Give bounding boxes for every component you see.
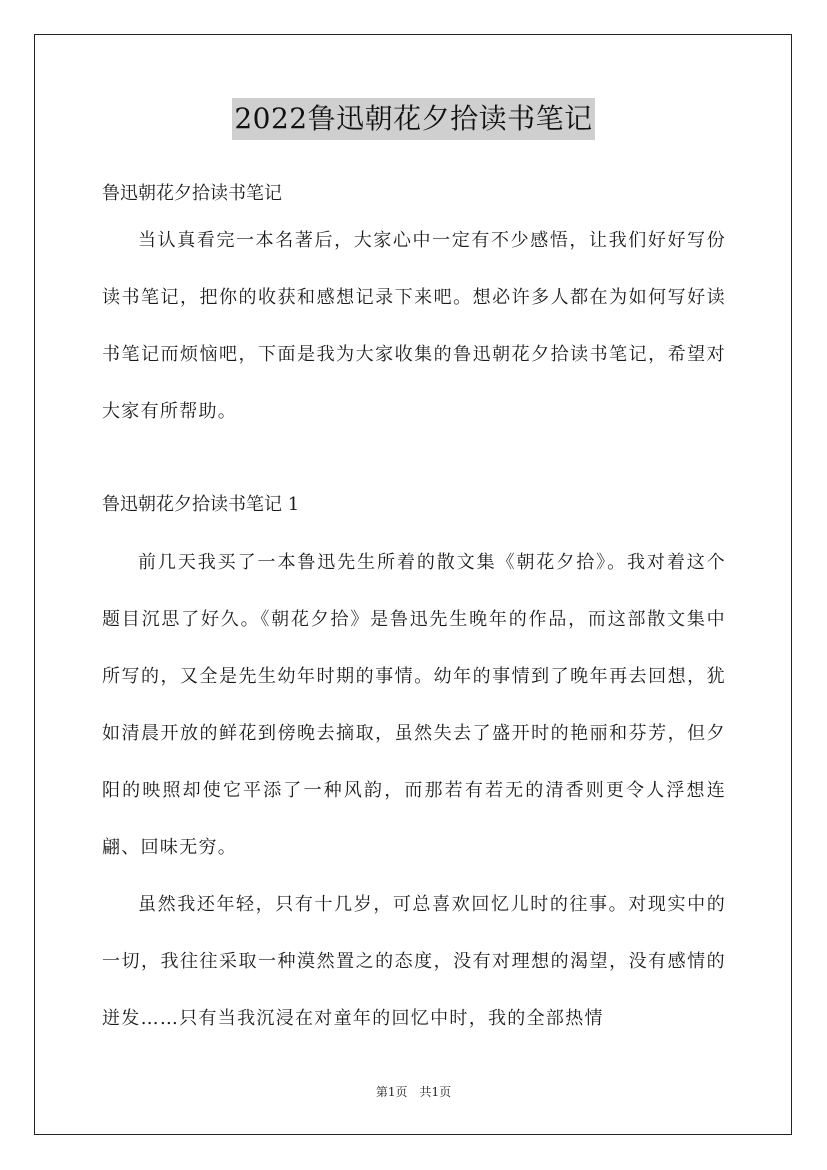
page-total: 共1页 xyxy=(419,1085,452,1099)
page-footer xyxy=(0,1083,827,1101)
title-container xyxy=(0,98,827,140)
document-body xyxy=(102,175,726,1047)
section-1-heading: 鲁迅朝花夕拾读书笔记 1 xyxy=(102,494,300,515)
document-title: 2022鲁迅朝花夕拾读书笔记 xyxy=(232,98,594,140)
intro-paragraph: 当认真看完一本名著后，大家心中一定有不少感悟，让我们好好写份读书笔记，把你的收获和感想记录下来吧。想必许多人都在为如何写好读书笔记而烦恼吧，下面是我为大家收集的鲁迅朝花夕拾读书笔记，希望对大家有所帮助。 xyxy=(102,230,726,422)
section-1-paragraph-2: 虽然我还年轻，只有十几岁，可总喜欢回忆儿时的往事。对现实中的一切，我往往采取一种漠然置之的态度，没有对理想的渴望，没有感情的迸发……只有当我沉浸在对童年的回忆中时，我的全部热情 xyxy=(102,894,726,1029)
page-number: 第1页 xyxy=(375,1085,408,1099)
section-spacer xyxy=(102,440,726,485)
document-heading: 鲁迅朝花夕拾读书笔记 xyxy=(102,183,282,204)
section-1-paragraph-1: 前几天我买了一本鲁迅先生所着的散文集《朝花夕拾》。我对着这个题目沉思了好久。《朝花夕拾》是鲁迅先生晚年的作品，而这部散文集中所写的，又全是先生幼年时期的事情。幼年的事情到了晚年再去回想，犹如清晨开放的鲜花到傍晚去摘取，虽然失去了盛开时的艳丽和芬芳，但夕阳的映照却使它平添了一种风韵，而那若有若无的清香则更令人浮想连翩、回味无穷。 xyxy=(102,552,726,858)
